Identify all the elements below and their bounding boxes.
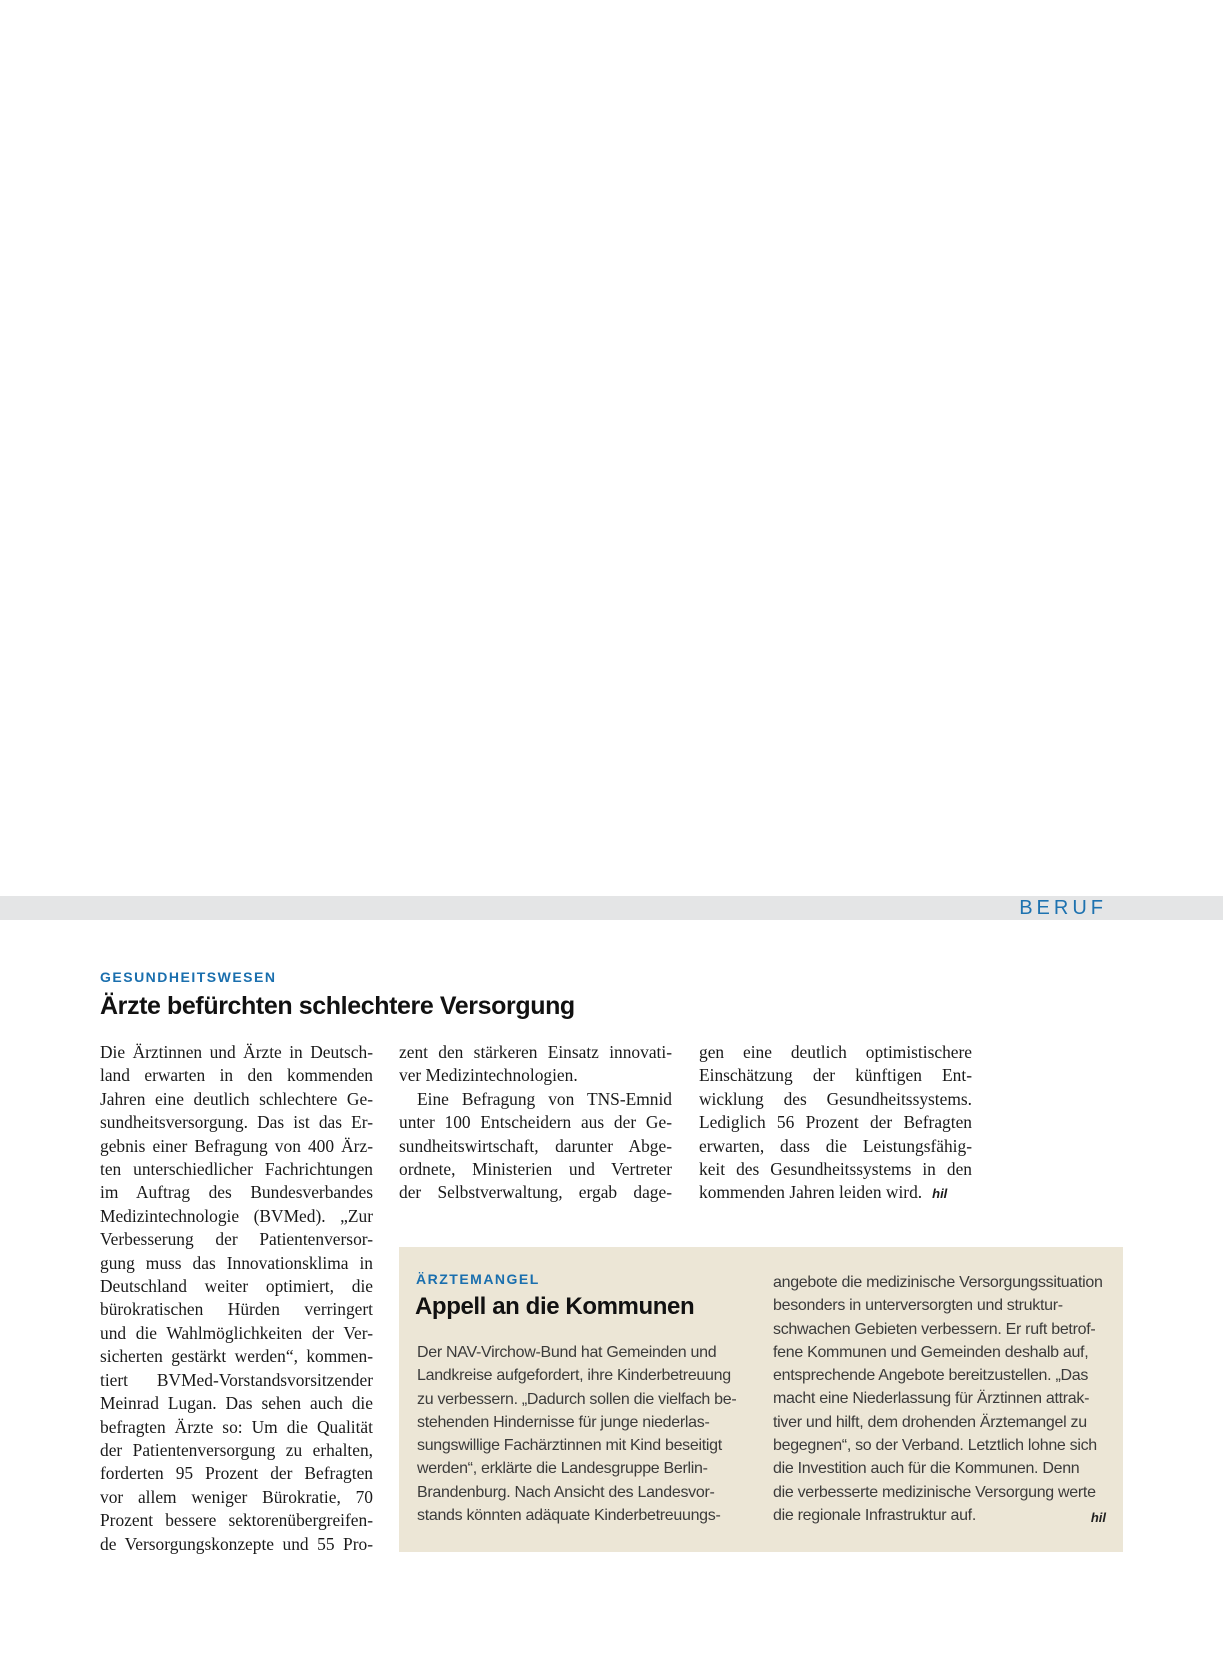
text-line: Prozent bessere sektorenübergreifen-: [100, 1510, 373, 1531]
text-line: ordnete, Ministerien und Vertreter: [399, 1159, 672, 1180]
article-column-1: [100, 1041, 373, 1556]
text-line: tiert BVMed-Vorstandsvorsitzender: [100, 1369, 373, 1390]
text-line: sungswillige Fachärztinnen mit Kind beseitigt: [417, 1437, 722, 1455]
text-line: Brandenburg. Nach Ansicht des Landesvor-: [417, 1483, 715, 1501]
text-line: schwachen Gebieten verbessern. Er ruft betrof-: [773, 1320, 1096, 1338]
article-headline: Ärzte befürchten schlechtere Versorgung: [100, 992, 575, 1020]
text-line: fene Kommunen und Gemeinden deshalb auf,: [773, 1343, 1089, 1361]
text-line: Medizintechnologie (BVMed). „Zur: [100, 1205, 373, 1226]
text-line: Deutschland weiter optimiert, die: [100, 1276, 373, 1297]
section-header-band: [0, 896, 1223, 920]
sidebar-column-2: [773, 1271, 1103, 1527]
article-column-2: [399, 1041, 672, 1205]
text-line: Landkreise aufgefordert, ihre Kinderbetreuung: [417, 1367, 731, 1385]
text-line-with-signature: [699, 1181, 972, 1205]
text-line: angebote die medizinische Versorgungssituation: [773, 1274, 1103, 1291]
text-line: land erwarten in den kommenden: [100, 1065, 373, 1086]
text-line: gen eine deutlich optimistischere: [699, 1042, 972, 1062]
sidebar-box: [399, 1247, 1123, 1552]
text-line: Die Ärztinnen und Ärzte in Deutsch-: [100, 1042, 373, 1062]
article-kicker: GESUNDHEITSWESEN: [100, 969, 277, 985]
text-line: bürokratischen Hürden verringert: [100, 1299, 373, 1320]
text-line: sundheitswirtschaft, darunter Abge-: [399, 1135, 672, 1156]
sidebar-headline: Appell an die Kommunen: [415, 1293, 695, 1320]
text-line: zent den stärkeren Einsatz innovati-: [399, 1042, 672, 1062]
text-line: die Investition auch für die Kommunen. Denn: [773, 1460, 1080, 1478]
text-line: ver Medizintechnologien.: [399, 1065, 578, 1086]
text-line: erwarten, dass die Leistungsfähig-: [699, 1135, 972, 1156]
text-line: Einschätzung der künftigen Ent-: [699, 1065, 972, 1086]
text-line: der Patientenversorgung zu erhalten,: [100, 1439, 373, 1460]
text-line: entsprechende Angebote bereitzustellen. „Das: [773, 1367, 1089, 1385]
text-line: sicherten gestärkt werden“, kommen-: [100, 1346, 373, 1367]
text-line: gung muss das Innovationsklima in: [100, 1252, 373, 1273]
article-column-3: [699, 1041, 972, 1206]
text-line: wicklung des Gesundheitssystems.: [699, 1088, 972, 1109]
text-line: kommenden Jahren leiden wird.: [699, 1182, 923, 1203]
sidebar-kicker: ÄRZTEMANGEL: [416, 1271, 540, 1287]
text-line: unter 100 Entscheidern aus der Ge-: [399, 1112, 672, 1133]
text-line: Jahren eine deutlich schlechtere Ge-: [100, 1088, 373, 1109]
text-line: und die Wahlmöglichkeiten der Ver-: [100, 1322, 373, 1343]
text-line: zu verbessern. „Dadurch sollen die vielfach be-: [417, 1390, 737, 1408]
text-line: Eine Befragung von TNS-Emnid: [417, 1088, 672, 1109]
text-line: die regionale Infrastruktur auf.: [773, 1506, 976, 1524]
text-line: im Auftrag des Bundesverbandes: [100, 1182, 373, 1203]
text-line: besonders in unterversorgten und struktur-: [773, 1297, 1063, 1315]
text-line: die verbesserte medizinische Versorgung werte: [773, 1483, 1096, 1501]
text-line: stehenden Hindernisse für junge niederlas-: [417, 1413, 710, 1431]
text-line: Meinrad Lugan. Das sehen auch die: [100, 1393, 373, 1414]
text-line: sundheitsversorgung. Das ist das Er-: [100, 1112, 373, 1133]
section-label: BERUF: [1019, 897, 1107, 919]
sidebar-signature: hil: [1090, 1510, 1106, 1525]
text-line: werden“, erklärte die Landesgruppe Berlin-: [417, 1460, 708, 1478]
text-line: stands könnten adäquate Kinderbetreuungs-: [417, 1507, 721, 1525]
text-line: macht eine Niederlassung für Ärztinnen attrak-: [773, 1390, 1090, 1408]
text-line: ten unterschiedlicher Fachrichtungen: [100, 1159, 373, 1180]
text-line: Der NAV-Virchow-Bund hat Gemeinden und: [417, 1344, 717, 1361]
text-line: vor allem weniger Bürokratie, 70: [100, 1486, 373, 1507]
text-line: begegnen“, so der Verband. Letztlich lohne sich: [773, 1437, 1097, 1455]
text-line: befragten Ärzte so: Um die Qualität: [100, 1416, 373, 1437]
text-line: de Versorgungskonzepte und 55 Pro-: [100, 1533, 373, 1554]
text-line: forderten 95 Prozent der Befragten: [100, 1463, 373, 1484]
text-line: der Selbstverwaltung, ergab dage-: [399, 1182, 672, 1203]
sidebar-column-1: [417, 1341, 747, 1527]
author-signature: hil: [932, 1186, 948, 1202]
text-line: tiver und hilft, dem drohenden Ärztemangel zu: [773, 1413, 1087, 1431]
text-line: gebnis einer Befragung von 400 Ärz-: [100, 1135, 373, 1156]
text-line: Lediglich 56 Prozent der Befragten: [699, 1112, 972, 1133]
text-line: Verbesserung der Patientenversor-: [100, 1229, 373, 1250]
text-line: keit des Gesundheitssystems in den: [699, 1159, 972, 1180]
